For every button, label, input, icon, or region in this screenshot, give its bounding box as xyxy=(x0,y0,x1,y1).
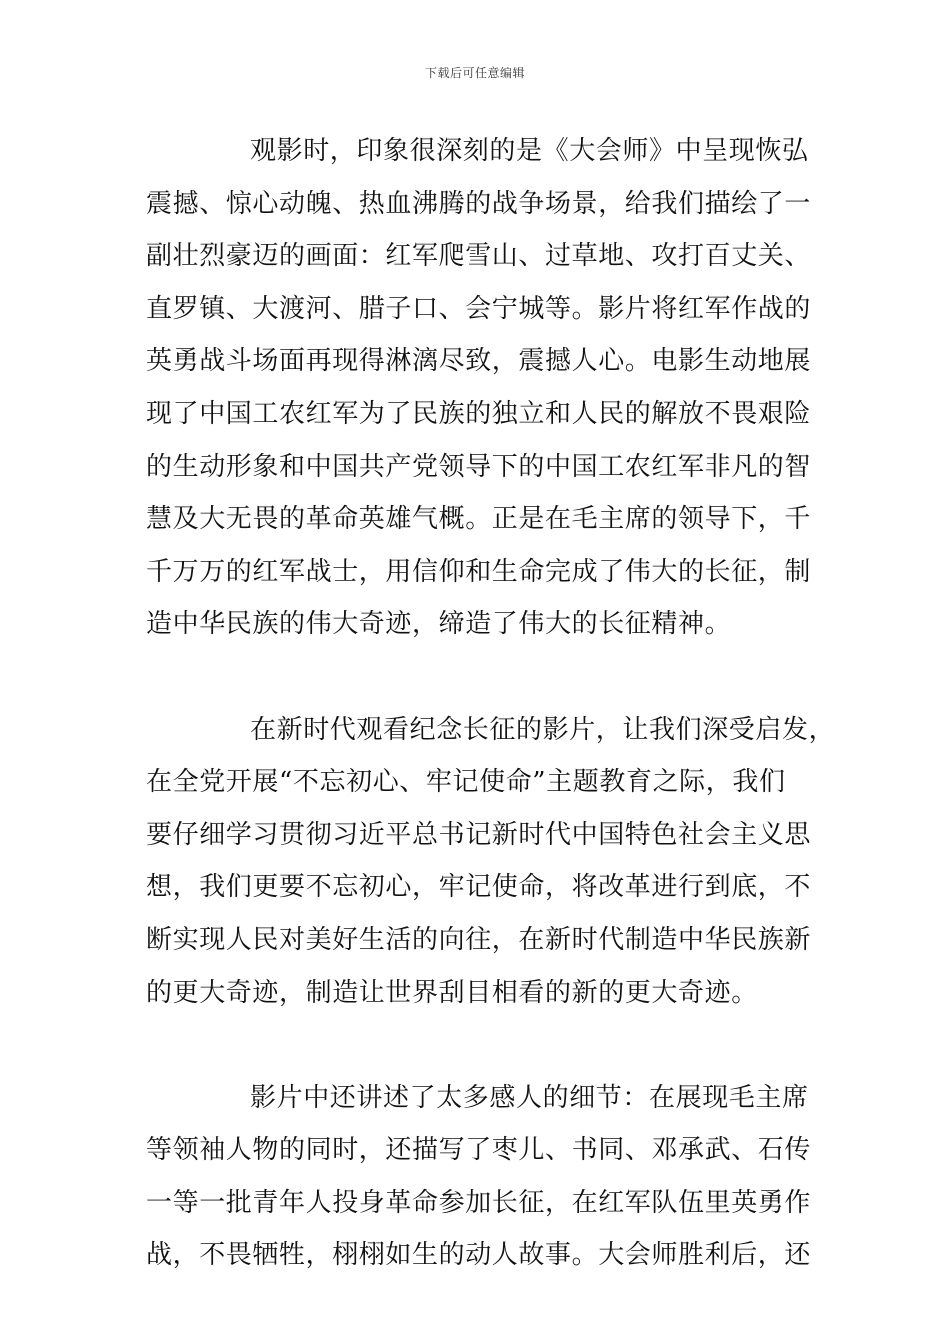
document-body xyxy=(146,125,836,1282)
paragraph-line: 影片中还讲述了太多感人的细节：在展现毛主席 xyxy=(250,1082,809,1113)
paragraph-1 xyxy=(146,125,826,651)
paragraph-line: 观影时，印象很深刻的是《大会师》中呈现恢弘 xyxy=(250,136,809,166)
paragraph-line: 震撼、惊心动魄、热血沸腾的战争场景，给我们描绘了一 xyxy=(146,188,812,219)
paragraph-spacer xyxy=(146,1019,826,1072)
paragraph-line: 战，不畏牺牲，栩栩如生的动人故事。大会师胜利后，还 xyxy=(146,1240,812,1271)
paragraph-line: 现了中国工农红军为了民族的独立和人民的解放不畏艰险 xyxy=(146,398,812,429)
paragraph-3 xyxy=(146,1072,826,1282)
paragraph-line: 直罗镇、大渡河、腊子口、会宁城等。影片将红军作战的 xyxy=(146,293,812,324)
paragraph-line: 慧及大无畏的革命英雄气概。正是在毛主席的领导下，千 xyxy=(146,504,812,535)
paragraph-line: 造中华民族的伟大奇迹，缔造了伟大的长征精神。 xyxy=(146,609,732,640)
paragraph-line: 断实现人民对美好生活的向往，在新时代制造中华民族新 xyxy=(146,924,812,955)
paragraph-line: 千万万的红军战士，用信仰和生命完成了伟大的长征，制 xyxy=(146,556,812,587)
paragraph-line: 副壮烈豪迈的画面：红军爬雪山、过草地、攻打百丈关、 xyxy=(146,241,812,272)
paragraph-line: 一等一批青年人投身革命参加长征，在红军队伍里英勇作 xyxy=(146,1187,812,1218)
paragraph-line: 要仔细学习贯彻习近平总书记新时代中国特色社会主义思 xyxy=(146,819,812,850)
paragraph-line: 想，我们更要不忘初心，牢记使命，将改革进行到底，不 xyxy=(146,872,812,903)
paragraph-2 xyxy=(146,704,836,1020)
page-header: 下载后可任意编辑 xyxy=(424,66,525,80)
paragraph-line: 在全党开展“不忘初心、牢记使命”主题教育之际，我们 xyxy=(146,767,786,798)
paragraph-line: 英勇战斗场面再现得淋漓尽致，震撼人心。电影生动地展 xyxy=(146,346,812,377)
paragraph-line: 等领袖人物的同时，还描写了枣儿、书同、邓承武、石传 xyxy=(146,1135,812,1166)
paragraph-line: 在新时代观看纪念长征的影片，让我们深受启发， xyxy=(250,714,836,745)
paragraph-spacer xyxy=(146,651,826,704)
paragraph-line: 的更大奇迹，制造让世界刮目相看的新的更大奇迹。 xyxy=(146,977,758,1008)
paragraph-line: 的生动形象和中国共产党领导下的中国工农红军非凡的智 xyxy=(146,451,812,482)
